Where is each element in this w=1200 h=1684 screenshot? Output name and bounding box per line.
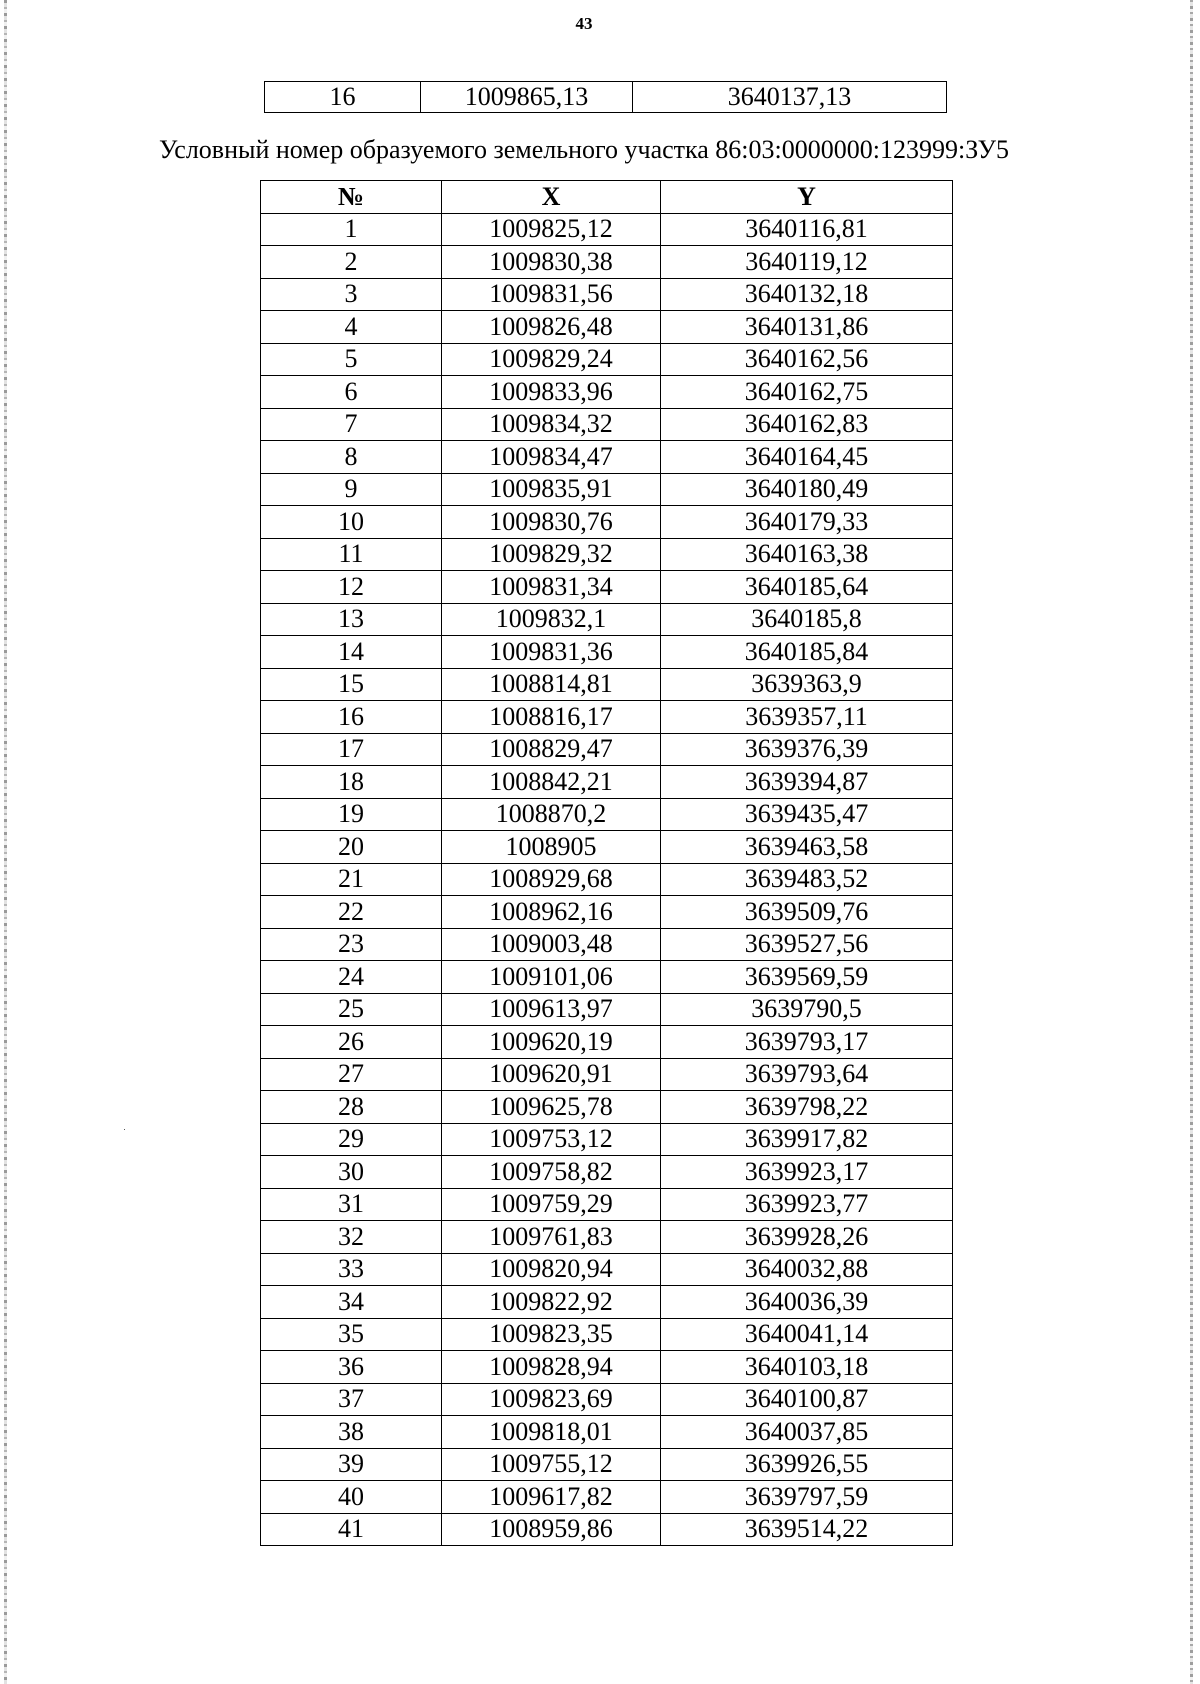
point-number-cell: 9 — [261, 473, 442, 506]
table-row — [261, 896, 953, 929]
x-coordinate-cell: 1008905 — [442, 831, 661, 864]
table-row — [261, 961, 953, 994]
table-row — [261, 1253, 953, 1286]
table-row — [261, 603, 953, 636]
y-coordinate-cell: 3640041,14 — [661, 1318, 953, 1351]
table-row — [261, 441, 953, 474]
y-coordinate-cell: 3640032,88 — [661, 1253, 953, 1286]
table-row — [261, 798, 953, 831]
table-row — [261, 1188, 953, 1221]
y-coordinate-cell: 3639928,26 — [661, 1221, 953, 1254]
x-coordinate-cell: 1009818,01 — [442, 1416, 661, 1449]
x-coordinate-cell: 1009834,47 — [442, 441, 661, 474]
table-row — [261, 1221, 953, 1254]
x-coordinate-cell: 1009823,69 — [442, 1383, 661, 1416]
table-row — [261, 863, 953, 896]
x-coordinate-cell: 1009613,97 — [442, 993, 661, 1026]
table-row — [261, 636, 953, 669]
point-number-cell: 36 — [261, 1351, 442, 1384]
y-coordinate-cell: 3639435,47 — [661, 798, 953, 831]
x-coordinate-cell: 1009758,82 — [442, 1156, 661, 1189]
point-number-cell: 8 — [261, 441, 442, 474]
point-number-cell: 5 — [261, 343, 442, 376]
point-number-cell: 28 — [261, 1091, 442, 1124]
table-row — [265, 82, 947, 113]
x-coordinate-cell: 1009003,48 — [442, 928, 661, 961]
point-number-cell: 26 — [261, 1026, 442, 1059]
y-coordinate-cell: 3640036,39 — [661, 1286, 953, 1319]
point-number-cell: 1 — [261, 213, 442, 246]
header-y: Y — [661, 181, 953, 214]
x-coordinate-cell: 1009834,32 — [442, 408, 661, 441]
x-coordinate-cell: 1009829,24 — [442, 343, 661, 376]
point-number-cell: 30 — [261, 1156, 442, 1189]
table-row — [261, 668, 953, 701]
x-coordinate-cell: 1008962,16 — [442, 896, 661, 929]
table-row — [261, 278, 953, 311]
x-coordinate-cell: 1009625,78 — [442, 1091, 661, 1124]
point-number-cell: 14 — [261, 636, 442, 669]
table-row — [261, 1481, 953, 1514]
x-coordinate-cell: 1009822,92 — [442, 1286, 661, 1319]
x-coordinate-cell: 1009828,94 — [442, 1351, 661, 1384]
scan-speck — [124, 1129, 125, 1130]
point-number-cell: 16 — [261, 701, 442, 734]
point-number-cell: 35 — [261, 1318, 442, 1351]
point-number-cell: 40 — [261, 1481, 442, 1514]
y-coordinate-cell: 3639569,59 — [661, 961, 953, 994]
y-coordinate-cell: 3640100,87 — [661, 1383, 953, 1416]
table-row — [261, 766, 953, 799]
x-coordinate-cell: 1008929,68 — [442, 863, 661, 896]
y-coordinate-cell: 3639793,64 — [661, 1058, 953, 1091]
y-coordinate-cell: 3640103,18 — [661, 1351, 953, 1384]
y-coordinate-cell: 3640163,38 — [661, 538, 953, 571]
table-row — [261, 506, 953, 539]
y-coordinate-cell: 3639790,5 — [661, 993, 953, 1026]
point-number-cell: 25 — [261, 993, 442, 1026]
table-row — [261, 1383, 953, 1416]
x-coordinate-cell: 1009753,12 — [442, 1123, 661, 1156]
y-coordinate-cell: 3639923,17 — [661, 1156, 953, 1189]
x-coordinate-cell: 1009101,06 — [442, 961, 661, 994]
y-coordinate-cell: 3639394,87 — [661, 766, 953, 799]
point-number-cell: 38 — [261, 1416, 442, 1449]
scan-edge-right — [1190, 0, 1193, 1684]
y-coordinate-cell: 3639797,59 — [661, 1481, 953, 1514]
continuation-table — [264, 81, 947, 113]
y-coordinate-cell: 3640185,84 — [661, 636, 953, 669]
point-number-cell: 37 — [261, 1383, 442, 1416]
point-number-cell: 32 — [261, 1221, 442, 1254]
x-coordinate-cell: 1009826,48 — [442, 311, 661, 344]
y-coordinate-cell: 3639357,11 — [661, 701, 953, 734]
table-row — [261, 701, 953, 734]
point-number-cell: 17 — [261, 733, 442, 766]
x-coordinate-cell: 1009835,91 — [442, 473, 661, 506]
point-number-cell: 18 — [261, 766, 442, 799]
point-number-cell: 2 — [261, 246, 442, 279]
y-coordinate-cell: 3639463,58 — [661, 831, 953, 864]
x-coordinate-cell: 1009830,76 — [442, 506, 661, 539]
x-coordinate-cell: 1008816,17 — [442, 701, 661, 734]
y-coordinate-cell: 3639917,82 — [661, 1123, 953, 1156]
table-row — [261, 1416, 953, 1449]
point-number-cell: 41 — [261, 1513, 442, 1546]
point-number-cell: 22 — [261, 896, 442, 929]
table-row — [261, 1513, 953, 1546]
x-coordinate-cell: 1009755,12 — [442, 1448, 661, 1481]
y-coordinate-cell: 3639793,17 — [661, 1026, 953, 1059]
x-coordinate-cell: 1009620,91 — [442, 1058, 661, 1091]
y-coordinate-cell: 3640185,8 — [661, 603, 953, 636]
point-number-cell: 20 — [261, 831, 442, 864]
table-row — [261, 1448, 953, 1481]
point-number-cell: 27 — [261, 1058, 442, 1091]
header-number: № — [261, 181, 442, 214]
x-coordinate-cell: 1009832,1 — [442, 603, 661, 636]
x-coordinate-cell: 1009833,96 — [442, 376, 661, 409]
table-row — [261, 1123, 953, 1156]
point-number-cell: 7 — [261, 408, 442, 441]
x-coordinate-cell: 1008959,86 — [442, 1513, 661, 1546]
point-number-cell: 31 — [261, 1188, 442, 1221]
table-row — [261, 1026, 953, 1059]
y-coordinate-cell: 3639798,22 — [661, 1091, 953, 1124]
table-row — [261, 1091, 953, 1124]
y-coordinate-cell: 3640185,64 — [661, 571, 953, 604]
table-row — [261, 1286, 953, 1319]
table-row — [261, 213, 953, 246]
x-coordinate-cell: 1008870,2 — [442, 798, 661, 831]
table-row — [261, 538, 953, 571]
table-row — [261, 831, 953, 864]
y-coordinate-cell: 3640037,85 — [661, 1416, 953, 1449]
x-coordinate-cell: 1009823,35 — [442, 1318, 661, 1351]
point-number-cell: 29 — [261, 1123, 442, 1156]
table-row — [261, 311, 953, 344]
x-coordinate-cell: 1009865,13 — [421, 82, 633, 113]
scan-edge-left — [4, 0, 7, 1684]
point-number-cell: 34 — [261, 1286, 442, 1319]
x-coordinate-cell: 1008829,47 — [442, 733, 661, 766]
y-coordinate-cell: 3640131,86 — [661, 311, 953, 344]
table-row — [261, 1156, 953, 1189]
page-number: 43 — [575, 14, 593, 33]
y-coordinate-cell: 3640180,49 — [661, 473, 953, 506]
y-coordinate-cell: 3640162,75 — [661, 376, 953, 409]
x-coordinate-cell: 1009829,32 — [442, 538, 661, 571]
table-row — [261, 993, 953, 1026]
y-coordinate-cell: 3640132,18 — [661, 278, 953, 311]
y-coordinate-cell: 3639926,55 — [661, 1448, 953, 1481]
y-coordinate-cell: 3639514,22 — [661, 1513, 953, 1546]
table-row — [261, 473, 953, 506]
y-coordinate-cell: 3639376,39 — [661, 733, 953, 766]
table-row — [261, 343, 953, 376]
y-coordinate-cell: 3639483,52 — [661, 863, 953, 896]
x-coordinate-cell: 1009620,19 — [442, 1026, 661, 1059]
table-row — [261, 1351, 953, 1384]
y-coordinate-cell: 3639509,76 — [661, 896, 953, 929]
point-number-cell: 10 — [261, 506, 442, 539]
x-coordinate-cell: 1009761,83 — [442, 1221, 661, 1254]
table-header-row — [261, 181, 953, 214]
point-number-cell: 23 — [261, 928, 442, 961]
point-number-cell: 6 — [261, 376, 442, 409]
y-coordinate-cell: 3639923,77 — [661, 1188, 953, 1221]
table-row — [261, 928, 953, 961]
y-coordinate-cell: 3640162,83 — [661, 408, 953, 441]
point-number-cell: 12 — [261, 571, 442, 604]
x-coordinate-cell: 1009759,29 — [442, 1188, 661, 1221]
table-row — [261, 246, 953, 279]
point-number-cell: 33 — [261, 1253, 442, 1286]
x-coordinate-cell: 1009617,82 — [442, 1481, 661, 1514]
point-number-cell: 39 — [261, 1448, 442, 1481]
x-coordinate-cell: 1008842,21 — [442, 766, 661, 799]
header-x: X — [442, 181, 661, 214]
y-coordinate-cell: 3639527,56 — [661, 928, 953, 961]
table-row — [261, 376, 953, 409]
x-coordinate-cell: 1009825,12 — [442, 213, 661, 246]
point-number-cell: 3 — [261, 278, 442, 311]
y-coordinate-cell: 3640116,81 — [661, 213, 953, 246]
table-row — [261, 1058, 953, 1091]
point-number-cell: 19 — [261, 798, 442, 831]
y-coordinate-cell: 3640119,12 — [661, 246, 953, 279]
point-number-cell: 11 — [261, 538, 442, 571]
point-number-cell: 16 — [265, 82, 421, 113]
land-plot-caption: Условный номер образуемого земельного участка 86:03:0000000:123999:ЗУ5 — [159, 135, 1009, 164]
point-number-cell: 24 — [261, 961, 442, 994]
x-coordinate-cell: 1009831,56 — [442, 278, 661, 311]
point-number-cell: 13 — [261, 603, 442, 636]
coordinates-table-body — [261, 213, 953, 1546]
y-coordinate-cell: 3640164,45 — [661, 441, 953, 474]
table-row — [261, 408, 953, 441]
coordinates-table — [260, 180, 953, 1546]
table-row — [261, 571, 953, 604]
table-row — [261, 733, 953, 766]
x-coordinate-cell: 1008814,81 — [442, 668, 661, 701]
point-number-cell: 15 — [261, 668, 442, 701]
x-coordinate-cell: 1009830,38 — [442, 246, 661, 279]
y-coordinate-cell: 3639363,9 — [661, 668, 953, 701]
table-row — [261, 1318, 953, 1351]
x-coordinate-cell: 1009820,94 — [442, 1253, 661, 1286]
x-coordinate-cell: 1009831,36 — [442, 636, 661, 669]
x-coordinate-cell: 1009831,34 — [442, 571, 661, 604]
y-coordinate-cell: 3640179,33 — [661, 506, 953, 539]
y-coordinate-cell: 3640162,56 — [661, 343, 953, 376]
y-coordinate-cell: 3640137,13 — [633, 82, 947, 113]
point-number-cell: 4 — [261, 311, 442, 344]
point-number-cell: 21 — [261, 863, 442, 896]
